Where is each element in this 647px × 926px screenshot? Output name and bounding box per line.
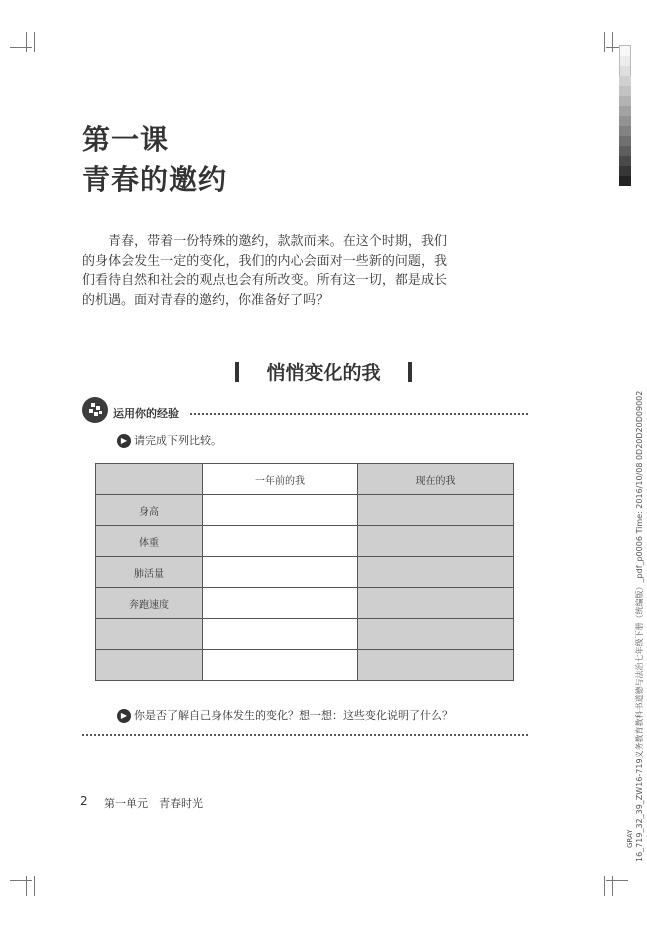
- table-header-cell: [96, 464, 203, 495]
- section-heading-title: 悄悄变化的我: [266, 362, 381, 384]
- crop-mark-bottom-right-v1: [604, 876, 605, 896]
- unit-title: 第一单元 青春时光: [104, 797, 203, 810]
- prompt-text: 请完成下列比较。: [134, 434, 222, 447]
- row-label: [96, 619, 203, 650]
- activity-divider-top: [190, 413, 528, 415]
- year-ago-cell[interactable]: [203, 495, 358, 526]
- table-row: [96, 650, 514, 681]
- crop-mark-bottom-left-h: [10, 880, 32, 881]
- page-number: 2: [80, 794, 88, 808]
- table-row: [96, 619, 514, 650]
- year-ago-cell[interactable]: [203, 588, 358, 619]
- row-label: [96, 650, 203, 681]
- row-label: 奔跑速度: [96, 588, 203, 619]
- section-heading-right-bar: [408, 362, 412, 382]
- experience-badge-icon: [82, 397, 108, 423]
- section-heading-left-bar: [235, 362, 239, 382]
- activity-label: 运用你的经验: [113, 407, 179, 420]
- print-info-sidebar: [634, 362, 645, 862]
- comparison-table: [95, 463, 514, 681]
- now-cell[interactable]: [358, 557, 514, 588]
- print-code: GRAY: [626, 829, 634, 848]
- now-cell[interactable]: [358, 588, 514, 619]
- now-cell[interactable]: [358, 619, 514, 650]
- crop-mark-top-left-v1: [26, 32, 27, 52]
- crop-mark-top-left-v2: [34, 32, 35, 52]
- print-info-text: 16_719_32_39_ZW16-719义务教育教科书道德与法治七年级下册（统编版）_pdf_p0006 Time: 2016/10/08 0D20D20D09002: [635, 390, 644, 862]
- table-row: [96, 495, 514, 526]
- row-label: 身高: [96, 495, 203, 526]
- table-row: [96, 526, 514, 557]
- table-header-cell: 现在的我: [358, 464, 514, 495]
- crop-mark-top-right-v1: [604, 32, 605, 52]
- year-ago-cell[interactable]: [203, 526, 358, 557]
- table-row: [96, 557, 514, 588]
- crop-mark-bottom-left-v1: [26, 876, 27, 896]
- year-ago-cell[interactable]: [203, 650, 358, 681]
- lesson-number: 第一课: [82, 123, 170, 156]
- crop-mark-top-left-h: [10, 47, 32, 48]
- crop-mark-top-right-v2: [612, 32, 613, 52]
- play-bullet-icon: ▶: [117, 434, 131, 448]
- row-label: 体重: [96, 526, 203, 557]
- prompt-complete-comparison: [117, 432, 222, 448]
- table-header-cell: 一年前的我: [203, 464, 358, 495]
- section-heading: [0, 358, 647, 385]
- crop-mark-bottom-left-v2: [34, 876, 35, 896]
- row-label: 肺活量: [96, 557, 203, 588]
- crop-mark-bottom-right-v2: [612, 876, 613, 896]
- prompt-reflect-changes: [117, 707, 453, 723]
- table-row: [96, 588, 514, 619]
- crop-mark-bottom-right-h: [606, 880, 628, 881]
- now-cell[interactable]: [358, 526, 514, 557]
- lesson-title: 青春的邀约: [82, 163, 228, 196]
- grayscale-calibration-bar: [619, 45, 631, 185]
- intro-paragraph: 青春，带着一份特殊的邀约，款款而来。在这个时期，我们的身体会发生一定的变化，我们的内心会面对一些新的问题，我们看待自然和社会的观点也会有所改变。所有这一切，都是成长的机遇。面对青春的邀约，你准备好了吗？: [82, 234, 447, 308]
- year-ago-cell[interactable]: [203, 557, 358, 588]
- activity-divider-bottom: [82, 734, 528, 736]
- table-header-row: [96, 464, 514, 495]
- play-bullet-icon: ▶: [117, 709, 131, 723]
- now-cell[interactable]: [358, 495, 514, 526]
- prompt-text: 你是否了解自己身体发生的变化？想一想：这些变化说明了什么？: [134, 709, 453, 722]
- year-ago-cell[interactable]: [203, 619, 358, 650]
- now-cell[interactable]: [358, 650, 514, 681]
